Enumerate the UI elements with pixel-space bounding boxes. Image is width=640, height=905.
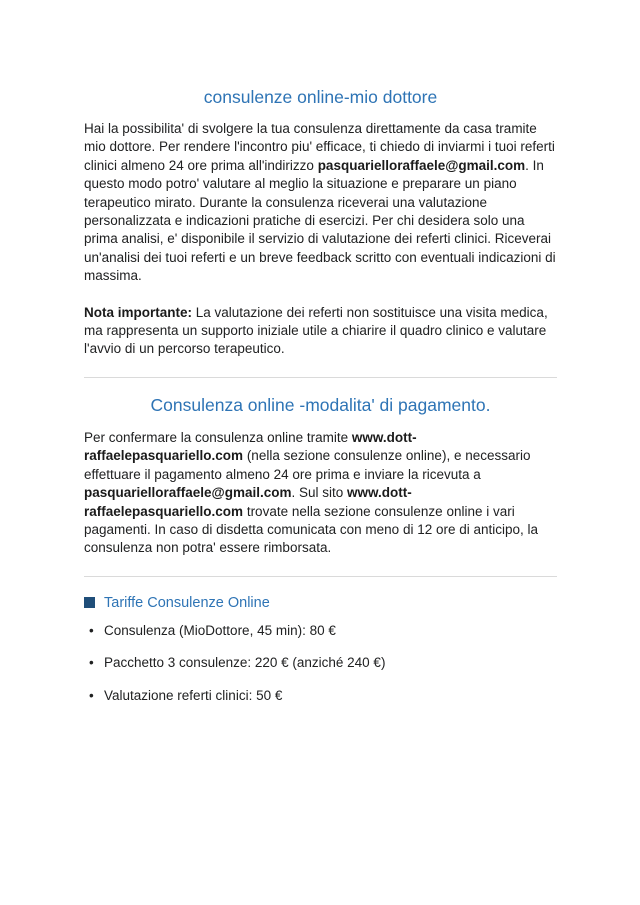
square-bullet-icon bbox=[84, 597, 95, 608]
payment-section-title: Consulenza online -modalita' di pagamento. bbox=[150, 394, 491, 415]
important-note-paragraph bbox=[84, 304, 557, 359]
tariff-item bbox=[84, 687, 557, 705]
bold-text: www.dott-raffaelepasquariello.com bbox=[84, 429, 417, 464]
bold-text: pasquarielloraffaele@gmail.com bbox=[84, 485, 292, 501]
text-segment: . Sul sito bbox=[291, 485, 348, 501]
text-segment: Per confermare la consulenza online tramite bbox=[84, 429, 352, 445]
tariff-item bbox=[84, 654, 557, 672]
text-segment: La valutazione dei referti non sostituisce una visita medica, ma rappresenta un supporto iniziale utile a chiarire il quadro clinico e valutare l'avvio di un percorso terapeutico. bbox=[84, 304, 548, 357]
bold-text: Nota importante: bbox=[84, 304, 192, 320]
tariff-item bbox=[84, 622, 557, 640]
horizontal-divider bbox=[84, 576, 557, 577]
payment-paragraph bbox=[84, 429, 557, 558]
tariffs-heading-label: Tariffe Consulenze Online bbox=[104, 594, 270, 611]
text-segment: trovate nella sezione consulenze online i vari pagamenti. In caso di disdetta comunicata con meno di 12 ore di anticipo, la consulenza non potra' essere rimborsata. bbox=[84, 503, 539, 556]
tariff-item-text: Consulenza (MioDottore, 45 min): 80 € bbox=[104, 622, 336, 638]
bullet-icon: • bbox=[89, 622, 94, 638]
tariff-list bbox=[84, 622, 557, 705]
intro-paragraph bbox=[84, 120, 557, 286]
tariff-item-text: Valutazione referti clinici: 50 € bbox=[104, 687, 283, 703]
bold-text: www.dott-raffaelepasquariello.com bbox=[84, 485, 412, 519]
document-title: consulenze online-mio dottore bbox=[203, 87, 438, 107]
text-segment: (nella sezione consulenze online), e necessario effettuare il pagamento almeno 24 ore prima e inviare la ricevuta a bbox=[84, 448, 531, 482]
text-segment: . In questo modo potro' valutare al meglio la situazione e preparare un piano terapeutico mirato. Durante la consulenza riceverai una valutazione personalizzata e indicazioni pratiche di esercizi. Per chi desidera solo una prima analisi, e' disponibile il servizio di valutazione dei referti clinici. Riceverai un'analisi dei tuoi referti e un breve feedback scritto con eventuali indicazioni di massima. bbox=[84, 157, 556, 284]
tariff-item-text: Pacchetto 3 consulenze: 220 € (anziché 240 €) bbox=[104, 655, 386, 671]
bold-text: pasquarielloraffaele@gmail.com bbox=[317, 157, 526, 173]
tariffs-heading bbox=[84, 593, 557, 613]
horizontal-divider bbox=[84, 377, 557, 378]
bullet-icon: • bbox=[89, 687, 94, 703]
text-segment: Hai la possibilita' di svolgere la tua consulenza direttamente da casa tramite mio dottore. Per rendere l'incontro piu' efficace, ti chiedo di inviarmi i tuoi referti clinici almeno 24 ore prima all'indirizzo bbox=[84, 121, 555, 173]
bullet-icon: • bbox=[89, 655, 94, 671]
